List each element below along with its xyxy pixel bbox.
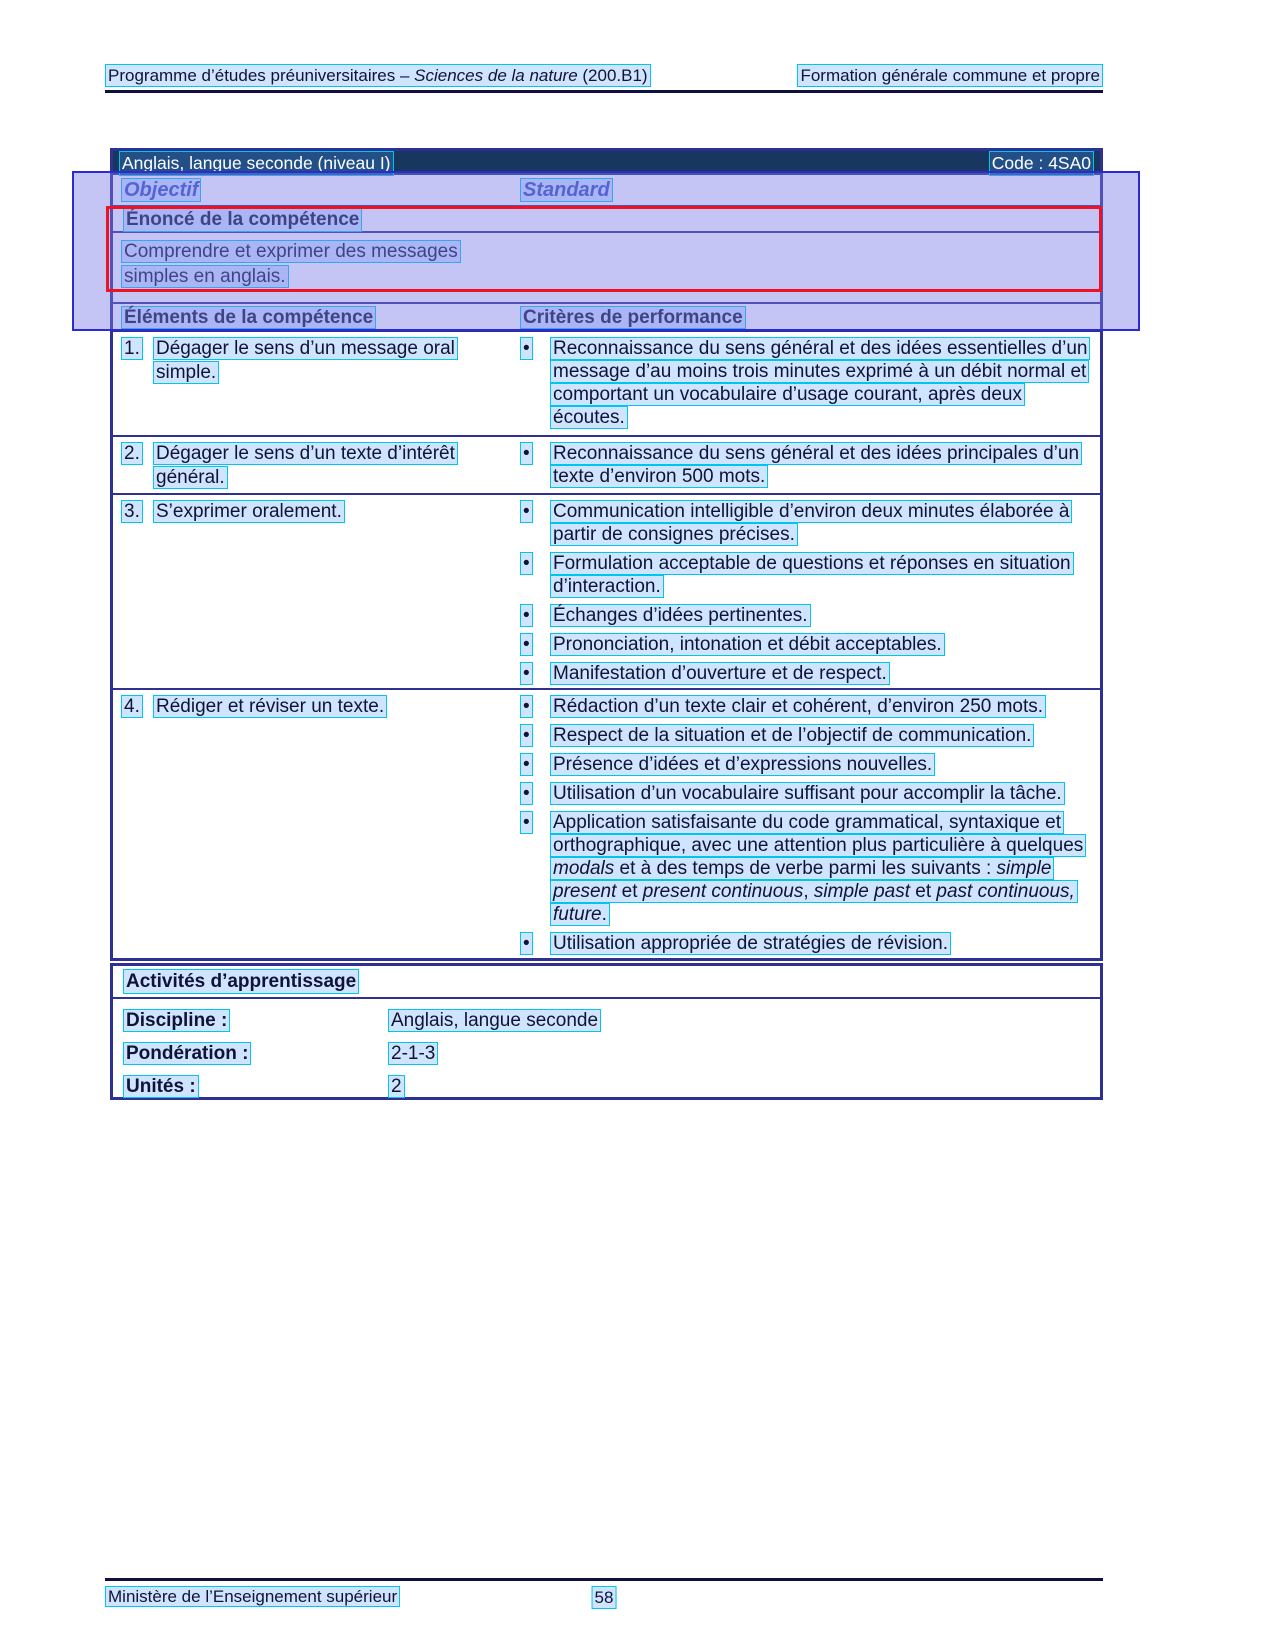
text-segment: Utilisation d’un vocabulaire suffisant pour accomplir la tâche. — [553, 783, 1062, 804]
criteria-text — [550, 811, 1086, 926]
bullet-icon: • — [520, 695, 533, 718]
criteria-bullet-item — [520, 662, 1092, 685]
bullet-icon: • — [520, 811, 533, 834]
bullet-icon: • — [520, 442, 533, 465]
text-segment: Application satisfaisante du code grammatical, syntaxique et orthographique, avec une attention plus particulière à quelques — [553, 812, 1084, 856]
text-segment: Respect de la situation et de l’objectif de communication. — [553, 725, 1032, 746]
competence-row — [113, 332, 1100, 437]
objectif-heading: Objectif — [121, 178, 201, 202]
text-segment: (200.B1) — [577, 66, 648, 85]
element-text-line: simple. — [153, 361, 219, 384]
criteria-text — [550, 753, 935, 776]
competence-rows — [113, 332, 1100, 958]
competence-columns-header — [113, 304, 1100, 332]
activities-header-row — [113, 966, 1100, 999]
element-number: 2. — [121, 442, 143, 465]
text-segment: Communication intelligible d’environ deux minutes élaborée à partir de consignes précises. — [553, 501, 1070, 545]
running-header-right: Formation générale commune et propre — [797, 64, 1103, 87]
element-text-line: Dégager le sens d’un texte d’intérêt — [153, 442, 458, 465]
criteres-column-header: Critères de performance — [520, 306, 746, 329]
element-cell — [113, 695, 508, 955]
text-segment: et — [910, 881, 937, 902]
bullet-icon: • — [520, 633, 533, 656]
criteria-bullet-item — [520, 811, 1092, 926]
unites-label: Unités : — [123, 1075, 199, 1098]
criteria-text — [550, 932, 951, 955]
italic-text-segment: past continuous, future — [553, 881, 1075, 925]
bullet-icon: • — [520, 662, 533, 685]
bullet-icon: • — [520, 500, 533, 523]
activities-row-discipline — [123, 1009, 1100, 1032]
criteria-cell — [508, 442, 1100, 490]
italic-text-segment: simple present — [553, 858, 1052, 902]
unites-value: 2 — [388, 1075, 405, 1098]
criteria-bullet-item — [520, 782, 1092, 805]
discipline-value: Anglais, langue seconde — [388, 1009, 601, 1032]
criteria-text — [550, 724, 1034, 747]
running-header-left — [105, 64, 651, 87]
ponderation-label: Pondération : — [123, 1042, 251, 1065]
activities-title: Activités d’apprentissage — [123, 969, 359, 994]
course-code: Code : 4SA0 — [989, 151, 1094, 176]
text-segment: et — [616, 881, 643, 902]
activities-box — [110, 963, 1103, 1100]
text-segment: . — [601, 904, 607, 925]
element-text-line: Dégager le sens d’un message oral — [153, 337, 458, 360]
element-number: 3. — [121, 500, 143, 523]
activities-row-ponderation — [123, 1042, 1100, 1065]
enonce-body — [113, 233, 1100, 304]
text-segment: Reconnaissance du sens général et des idées principales d’un texte d’environ 500 mots. — [553, 443, 1080, 487]
text-segment: Utilisation appropriée de stratégies de révision. — [553, 933, 948, 954]
competence-row — [113, 690, 1100, 958]
italic-text-segment: simple past — [813, 881, 911, 902]
running-footer — [105, 1586, 1103, 1607]
criteria-text — [550, 695, 1046, 718]
italic-text-segment: Sciences de la nature — [414, 66, 578, 85]
text-segment: Manifestation d’ouverture et de respect. — [553, 663, 887, 684]
course-title: Anglais, langue seconde (niveau I) — [119, 151, 394, 176]
element-cell — [113, 337, 508, 432]
element-text-line: Rédiger et réviser un texte. — [153, 695, 387, 718]
text-segment: et à des temps de verbe parmi les suivants : — [614, 858, 997, 879]
activities-body — [113, 999, 1100, 1098]
bullet-icon: • — [520, 337, 533, 360]
criteria-bullet-item — [520, 442, 1092, 488]
ponderation-value: 2-1-3 — [388, 1042, 438, 1065]
criteria-bullet-item — [520, 337, 1092, 429]
criteria-text — [550, 633, 945, 656]
criteria-text — [550, 782, 1065, 805]
element-text-line: S’exprimer oralement. — [153, 500, 345, 523]
text-segment: Reconnaissance du sens général et des idées essentielles d’un message d’au moins trois minutes exprimé à un débit normal et comportant un vocabulaire d’usage courant, après deux écoutes. — [553, 338, 1088, 428]
criteria-bullet-item — [520, 724, 1092, 747]
criteria-cell — [508, 695, 1100, 955]
standard-heading: Standard — [520, 178, 613, 202]
criteria-cell — [508, 500, 1100, 685]
text-segment: , — [803, 881, 814, 902]
criteria-bullet-item — [520, 753, 1092, 776]
competence-table — [110, 148, 1103, 961]
element-cell — [113, 442, 508, 490]
page-number: 58 — [592, 1586, 617, 1609]
enonce-title: Énoncé de la compétence — [123, 207, 362, 232]
bullet-icon: • — [520, 724, 533, 747]
criteria-bullet-item — [520, 500, 1092, 546]
bullet-icon: • — [520, 604, 533, 627]
competence-row — [113, 437, 1100, 495]
text-segment: Rédaction d’un texte clair et cohérent, d’environ 250 mots. — [553, 696, 1044, 717]
header-rule — [105, 90, 1103, 93]
enonce-text-line: simples en anglais. — [121, 265, 289, 288]
bullet-icon: • — [520, 782, 533, 805]
competence-row — [113, 495, 1100, 690]
enonce-text-line: Comprendre et exprimer des messages — [121, 240, 461, 263]
text-segment: Formulation acceptable de questions et réponses en situation d’interaction. — [553, 553, 1071, 597]
criteria-bullet-item — [520, 932, 1092, 955]
bullet-icon: • — [520, 552, 533, 575]
activities-row-unites — [123, 1075, 1100, 1098]
criteria-bullet-item — [520, 695, 1092, 718]
criteria-text — [550, 552, 1074, 598]
italic-text-segment: modals — [553, 858, 615, 879]
footer-rule — [105, 1578, 1103, 1581]
discipline-label: Discipline : — [123, 1009, 230, 1032]
criteria-bullet-item — [520, 604, 1092, 627]
course-title-bar — [113, 151, 1100, 175]
criteria-text — [550, 604, 811, 627]
element-text-line: général. — [153, 466, 228, 489]
criteria-cell — [508, 337, 1100, 432]
criteria-text — [550, 442, 1082, 488]
criteria-text — [550, 500, 1072, 546]
bullet-icon: • — [520, 753, 533, 776]
italic-text-segment: present continuous — [642, 881, 804, 902]
criteria-bullet-item — [520, 633, 1092, 656]
criteria-bullet-item — [520, 552, 1092, 598]
text-segment: Programme d’études préuniversitaires – — [108, 66, 415, 85]
footer-ministry-text: Ministère de l’Enseignement supérieur — [105, 1586, 400, 1607]
criteria-text — [550, 337, 1090, 429]
element-cell — [113, 500, 508, 685]
objectif-standard-row — [113, 175, 1100, 207]
text-segment: Échanges d’idées pertinentes. — [553, 605, 808, 626]
criteria-text — [550, 662, 890, 685]
enonce-header-row — [113, 207, 1100, 233]
text-segment: Prononciation, intonation et débit acceptables. — [553, 634, 942, 655]
element-number: 1. — [121, 337, 143, 360]
element-number: 4. — [121, 695, 143, 718]
running-header — [105, 64, 1103, 87]
bullet-icon: • — [520, 932, 533, 955]
text-segment: Présence d’idées et d’expressions nouvelles. — [553, 754, 933, 775]
elements-column-header: Éléments de la compétence — [121, 306, 376, 329]
